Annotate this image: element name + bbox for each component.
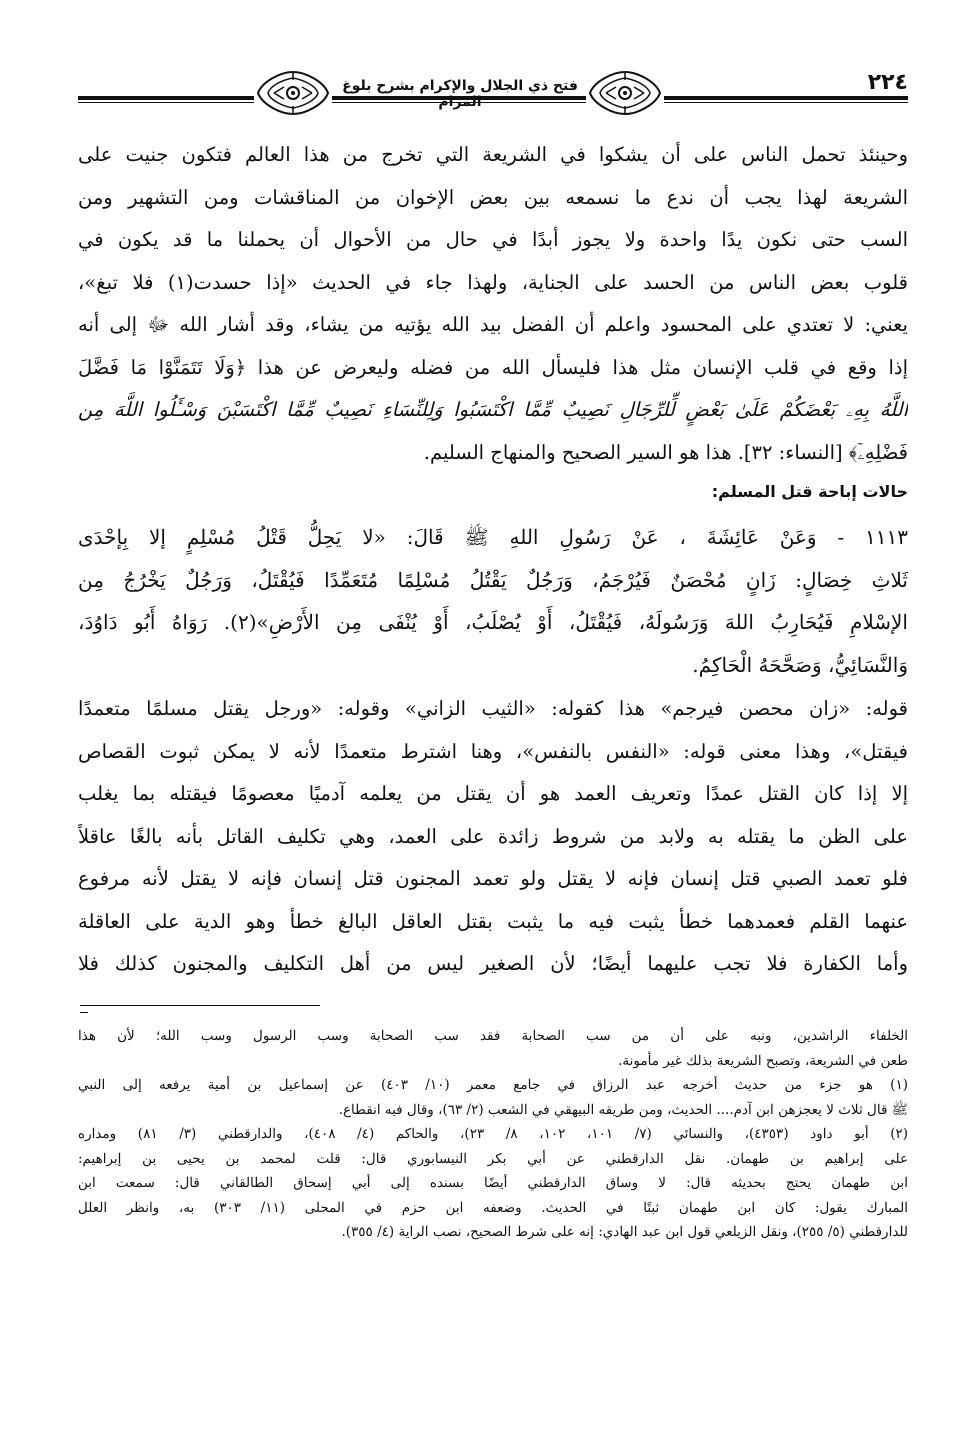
text-line: على الظن ما يقتله به ولابد من شروط زائدة على العمد، وهي تكليف القاتل بأنه بالغًا عاقلاً xyxy=(78,824,908,848)
text-line: قلوب بعض الناس من الحسد على الجناية، ولهذا جاء في الحديث «إذا حسدت(١) فلا تبغ»، xyxy=(78,270,908,294)
text-line: قوله: «زان محصن فيرجم» هذا كقوله: «الثيب الزاني» وقوله: «ورجل يقتل مسلمًا متعمدًا xyxy=(78,697,908,720)
footnote-line: للدارقطني (٥/ ٢٥٥)، ونقل الزيلعي قول ابن عبد الهادي: إنه على شرط الصحيح، نصب الراية (٤/ ٣٥٥). xyxy=(341,1224,908,1240)
page-number: ٢٢٤ xyxy=(867,70,908,95)
footnote-line: ابن طهمان يحتج بحديثه قال: لا وساق الدارقطني أيضًا بسنده إلى أبي إسحاق الطالقاني قال: سمعت ابن xyxy=(78,1175,908,1191)
text-line: فلو تعمد الصبي قتل إنسان فإنه لا يقتل ولو تعمد المجنون قتل إنسان فإنه لا يقتل لأنه مرفوع xyxy=(78,867,908,890)
footnote-2 xyxy=(78,1122,908,1245)
footnote-1 xyxy=(78,1073,908,1122)
hadith-line: ١١١٣ - وَعَنْ عَائِشَةَ ، عَنْ رَسُولِ اللهِ ﷺ قَالَ: «لا يَحِلُّ قَتْلُ مُسْلِمٍ إلا بِإحْدَى xyxy=(78,525,908,549)
text-line: الشريعة لهذا يجب أن ندع ما نسمعه بين بعض الإخوان من المناقشات ومن التشهير ومن xyxy=(78,185,908,209)
footnote-line: (١) هو جزء من حديث أخرجه عبد الرزاق في جامع معمر (١٠/ ٤٠٣) عن إسماعيل بن أمية يرفعه إلى النبي xyxy=(78,1077,908,1093)
text-line: إلا إذا كان القتل عمدًا وتعريف العمد هو أن يقتل من يعلمه آدميًا معصومًا فيقتله بما يغلب xyxy=(78,782,908,805)
paragraph-envy xyxy=(78,134,908,474)
main-text xyxy=(78,134,908,986)
footnote-carryover xyxy=(78,1024,908,1073)
quran-verse-line: اللَّهُ بِهِۦ بَعْضَكُمْ عَلَىٰ بَعْضٍ لِّلرِّجَالِ نَصِيبٌ مِّمَّا اكْتَسَبُوا وَلِلنِّسَاءِ نَصِيبٌ مِّمَّا اكْتَسَبْنَ وَسْـَٔلُوا اللَّهَ مِن xyxy=(78,398,908,421)
hadith-text xyxy=(78,516,908,686)
footnote-separator xyxy=(80,1005,320,1006)
hadith-line: وَالنَّسَائِيُّ، وَصَحَّحَهُ الْحَاكِمُ. xyxy=(692,652,908,677)
hadith-line: الإسْلامِ فَيُحَارِبُ اللهَ وَرَسُولَهُ، فَيُقْتَلُ، أَوْ يُصْلَبُ، أَوْ يُنْفَى مِن الأَرْضِ»(٢). رَوَاهُ أَبُو دَاوُدَ، xyxy=(78,610,908,634)
ornament-left-icon xyxy=(254,68,332,118)
footnote-line: على إبراهيم بن طهمان. نقل الدارقطني عن أبي بكر النيسابوري قال: قلت لمحمد بن يحيى بن إبراهيم: xyxy=(78,1150,908,1167)
text-line: عنهما القلم فعمدهما خطأ يثبت فيه ما يثبت بقتل العاقل البالغ خطأ وهو الدية على العاقلة xyxy=(78,909,908,933)
footnote-line: طعن في الشريعة، وتصبح الشريعة بذلك غير مأمونة. xyxy=(618,1052,908,1069)
footnotes xyxy=(78,1024,908,1245)
ornament-right-icon xyxy=(586,68,664,118)
footnote-line: ﷺ قال ثلاث لا يعجزهن ابن آدم.... الحديث، ومن طريقه البيهقي في الشعب (٢/ ٦٣)، وقال فيه انقطاع. xyxy=(338,1101,908,1118)
running-title: فتح ذي الجلال والإكرام بشرح بلوغ المرام xyxy=(342,78,578,110)
section-heading: حالات إباحة قتل المسلم: xyxy=(711,482,908,501)
text-line: إذا وقع في قلب الإنسان مثل هذا فليسأل الله من فضله وليعرض عن هذا ﴿وَلَا تَتَمَنَّوْا مَا فَضَّلَ xyxy=(78,355,908,379)
page-header xyxy=(78,60,908,120)
text-line: يعني: لا تعتدي على المحسود واعلم أن الفضل بيد الله يؤتيه من يشاء، وقد أشار الله ﷻ إلى أنه xyxy=(78,313,908,336)
text-line: فيقتل»، وهذا معنى قوله: «النفس بالنفس»، وهنا اشترط متعمدًا لأنه لا يمكن ثبوت القصاص xyxy=(78,739,908,763)
footnote-line: الخلفاء الراشدين، ونبه على أن من سب الصحابة فقد سب الصحابة وسب الرسول وسب الله؛ لأن هذا xyxy=(78,1028,908,1044)
text-line: وحينئذ تحمل الناس على أن يشكوا في الشريعة التي تخرج من هذا العالم فتكون جنيت على xyxy=(78,143,908,166)
footnote-line: المبارك يقول: كان ابن طهمان ثبتًا في الحديث. وضعفه ابن حزم في المحلى (١١/ ٣٠٣) به، وانظر العلل xyxy=(78,1199,908,1216)
text-line: وأما الكفارة فلا تجب عليهما أيضًا؛ لأن الصغير ليس من أهل التكليف والمجنون كذلك فلا xyxy=(78,952,908,975)
text-line: السب حتى نكون يدًا واحدة ولا يجوز أبدًا في حال من الأحوال أن يحملنا ما قد يكون في xyxy=(78,228,908,251)
footnote-line: (٢) أبو داود (٤٣٥٣)، والنسائي (٧/ ١٠١، ١٠٢، ٨/ ٢٣)، والحاكم (٤/ ٤٠٨)، والدارقطني (٣/ ٨١) ومداره xyxy=(78,1126,908,1142)
footnote-separator-mark xyxy=(80,1012,88,1013)
hadith-line: ثَلاثِ خِصَالٍ: زَانٍ مُحْصَنٌ فَيُرْجَمُ، وَرَجُلٌ يَقْتُلُ مُسْلِمًا مُتَعَمِّدًا فَيُقْتَلُ، وَرَجُلٌ يَخْرُجُ مِن xyxy=(78,567,908,592)
text-line: فَضْلِهِۦٓ﴾ [النساء: ٣٢]. هذا هو السير الصحيح والمنهاج السليم. xyxy=(423,440,908,464)
paragraph-commentary xyxy=(78,688,908,986)
